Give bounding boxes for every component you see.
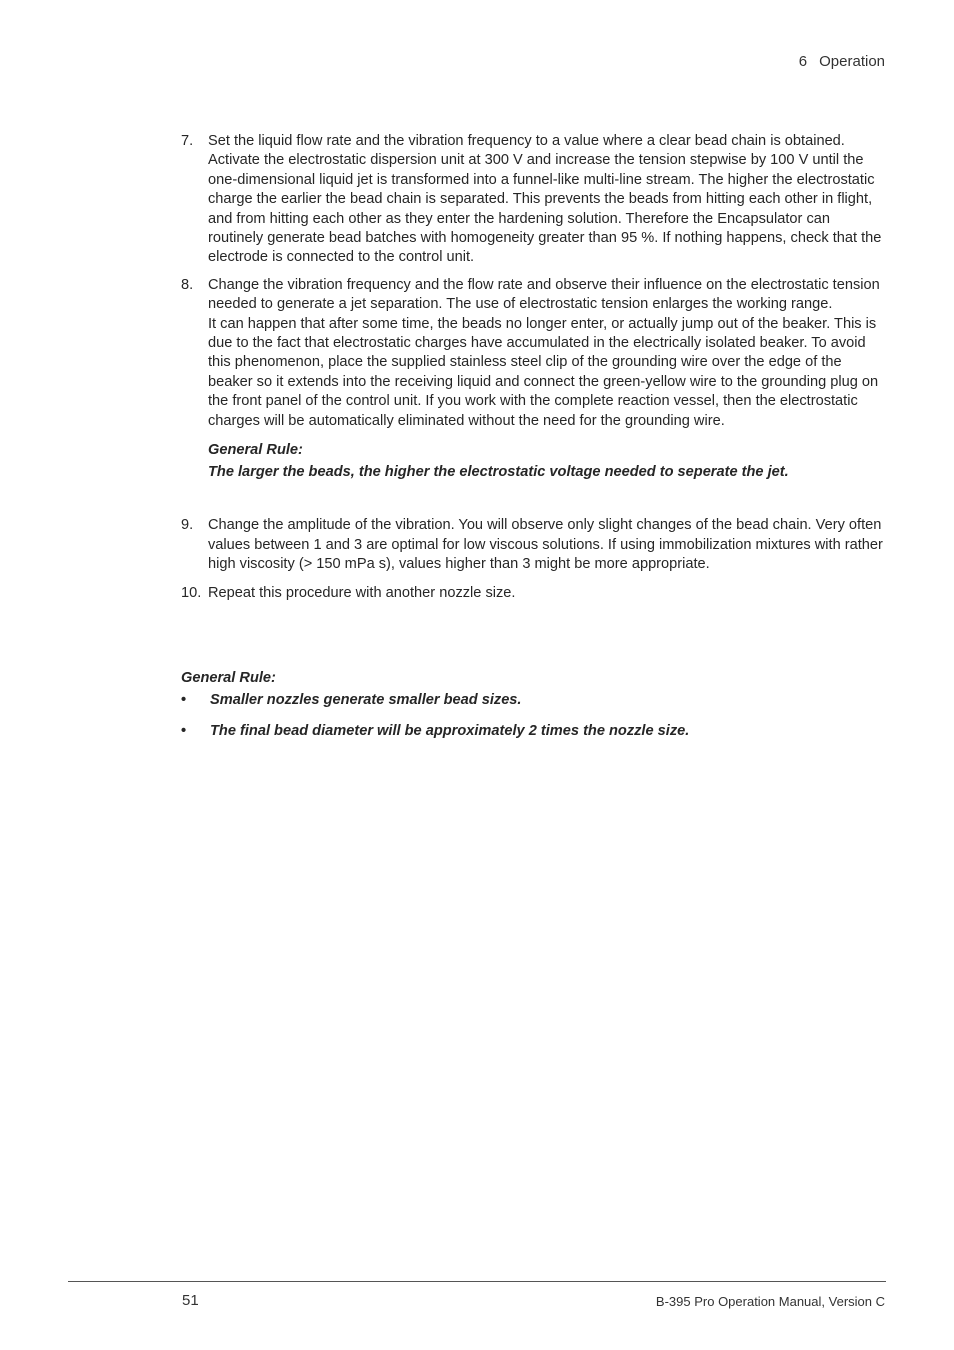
step-paragraph: Set the liquid flow rate and the vibration frequency to a value where a clear bead chain is obtained. Activate the electrostatic dispersion unit at 300 V and increase the tension stepwise by 100 V until the one-dimensional liquid jet is transformed into a funnel-like multi-line stream. The higher the electrostatic charge the earlier the bead chain is separated. This prevents the beads from hitting each other in flight, and from hitting each other as they enter the hardening solution. Therefore the Encapsulator can routinely generate bead batches with homogeneity greater than 95 %. If nothing happens, check that the electrode is connected to the control unit.	[208, 133, 882, 266]
chapter-number: 6	[798, 53, 808, 70]
page-number: 51	[182, 1292, 199, 1309]
step-paragraph: Change the vibration frequency and the flow rate and observe their influence on the electrostatic tension needed to generate a jet separation. The use of electrostatic tension enlarges the working range.	[208, 276, 880, 313]
step-10	[181, 584, 886, 603]
chapter-title: Operation	[819, 53, 885, 70]
step-paragraph: Repeat this procedure with another nozzle size.	[208, 585, 516, 602]
step-paragraph: It can happen that after some time, the beads no longer enter, or actually jump out of the beaker. This is due to the fact that electrostatic charges have accumulated in the electrically isolated beaker. To avoid this phenomenon, place the supplied stainless steel clip of the grounding wire over the edge of the beaker so it extends into the receiving liquid and connect the green-yellow wire to the grounding plug on the front panel of the control unit. If you work with the complete reaction vessel, then the electrostatic charges will be automatically eliminated without the need for the grounding wire.	[208, 315, 879, 429]
rule-bullet	[181, 720, 886, 742]
page-header	[799, 53, 885, 70]
step-number: 7.	[181, 133, 194, 149]
step-number: 9.	[181, 517, 194, 534]
step-number: 10.	[181, 585, 202, 602]
general-rule-heading: General Rule:	[181, 669, 276, 686]
step-paragraph: Change the amplitude of the vibration. You will observe only slight changes of the bead chain. Very often values between 1 and 3 are optimal for low viscous solutions. If using immobilization mixtures with rather high viscosity (> 150 mPa s), values higher than 3 might be more appropriate.	[208, 517, 883, 572]
rule-heading: General Rule:	[208, 442, 303, 459]
rule-text: The larger the beads, the higher the electrostatic voltage needed to seperate the jet.	[208, 464, 789, 481]
general-rule-note	[208, 439, 886, 483]
rule-bullet-text: The final bead diameter will be approximately 2 times the nozzle size.	[210, 722, 690, 739]
rule-bullet-text: Smaller nozzles generate smaller bead sizes.	[210, 691, 522, 708]
rule-bullet	[181, 689, 886, 711]
document-title: B-395 Pro Operation Manual, Version C	[655, 1294, 885, 1309]
general-rule-section	[181, 667, 886, 742]
step-number: 8.	[181, 276, 194, 293]
step-8	[181, 276, 886, 483]
main-content	[181, 132, 886, 742]
step-9	[181, 516, 886, 574]
step-7	[181, 132, 886, 268]
bullet-icon: •	[181, 722, 187, 739]
bullet-icon: •	[181, 691, 187, 708]
footer-divider	[68, 1281, 886, 1282]
